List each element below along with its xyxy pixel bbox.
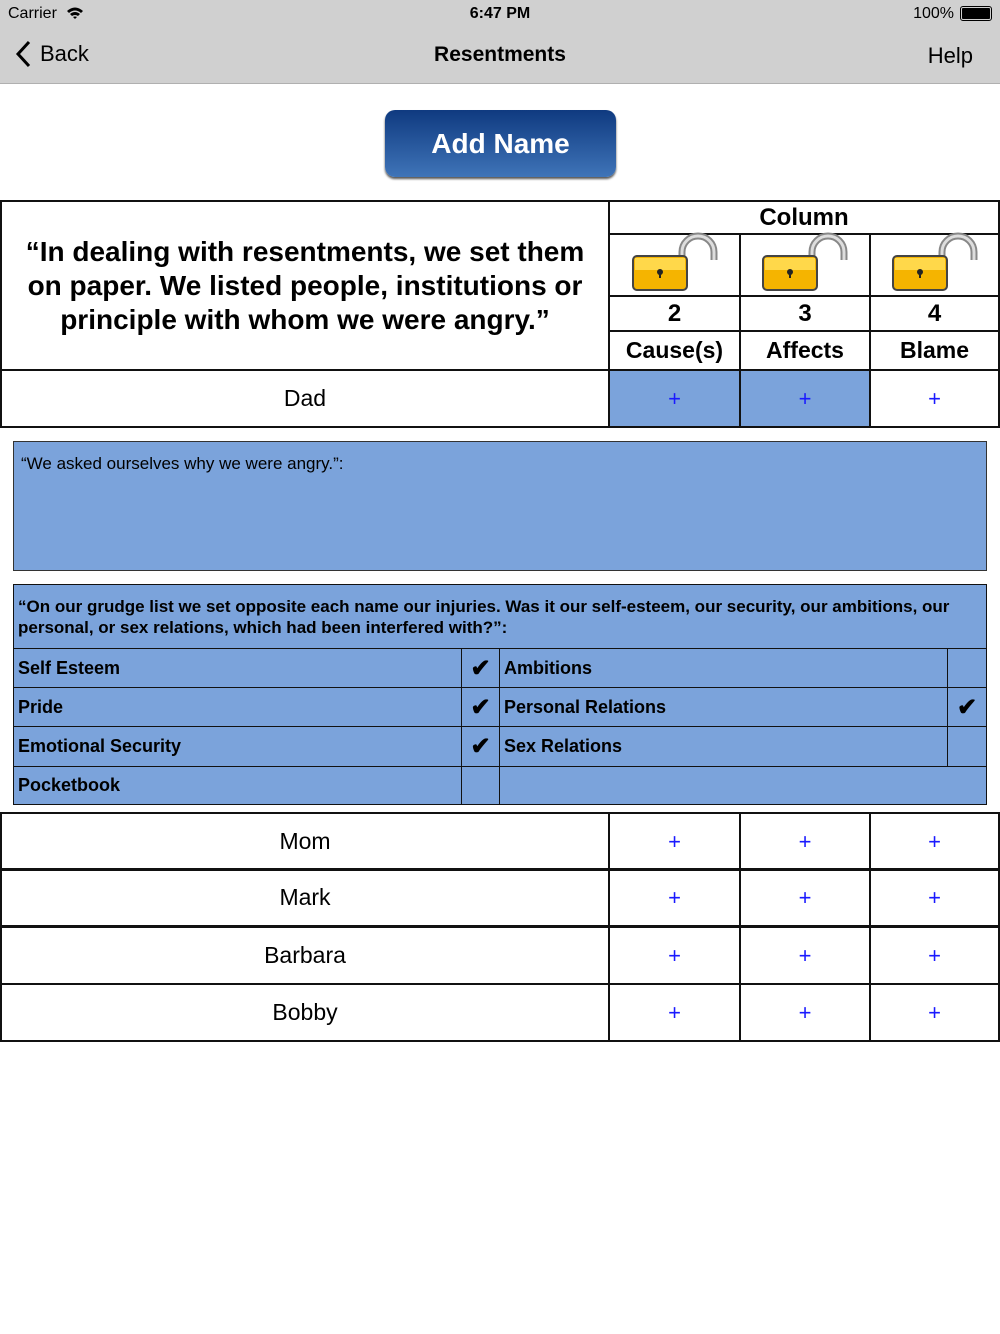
grudge-item: Pride <box>13 687 462 727</box>
column-number: 2 <box>608 295 741 332</box>
grudge-item: Emotional Security <box>13 726 462 767</box>
name-row[interactable]: Mark <box>0 868 610 927</box>
column-label: Blame <box>869 330 1000 371</box>
page-title: Resentments <box>434 43 566 66</box>
add-name-button[interactable]: Add Name <box>385 110 616 177</box>
add-entry-button[interactable]: + <box>739 369 871 428</box>
why-angry-field[interactable]: “We asked ourselves why we were angry.”: <box>13 441 987 571</box>
grudge-item: Sex Relations <box>499 726 948 767</box>
grudge-checkbox[interactable] <box>947 726 987 767</box>
grudge-intro: “On our grudge list we set opposite each name our injuries. Was it our self-esteem, our security, our ambitions, our personal, or sex relations, which had been interfered with?”: <box>13 584 987 649</box>
battery-percent: 100% <box>913 5 954 22</box>
add-entry-button[interactable]: + <box>739 868 871 927</box>
add-entry-button[interactable]: + <box>608 926 741 985</box>
status-bar <box>0 0 1000 28</box>
grudge-empty-cell <box>499 766 987 805</box>
add-entry-button[interactable]: + <box>869 868 1000 927</box>
name-row[interactable]: Barbara <box>0 926 610 985</box>
back-label: Back <box>40 41 89 66</box>
unlocked-padlock-icon <box>630 232 720 299</box>
add-entry-button[interactable]: + <box>869 812 1000 871</box>
add-entry-button[interactable]: + <box>608 983 741 1042</box>
grudge-checkbox[interactable]: ✔ <box>461 687 500 727</box>
lock-button-2[interactable] <box>869 233 1000 297</box>
clock: 6:47 PM <box>469 5 531 22</box>
add-entry-button[interactable]: + <box>608 868 741 927</box>
name-row[interactable]: Mom <box>0 812 610 871</box>
battery-icon <box>960 6 992 21</box>
nav-bar <box>0 28 1000 84</box>
add-entry-button[interactable]: + <box>739 812 871 871</box>
name-row[interactable]: Bobby <box>0 983 610 1042</box>
add-entry-button[interactable]: + <box>608 812 741 871</box>
carrier: Carrier <box>8 5 57 22</box>
unlocked-padlock-icon <box>760 232 850 299</box>
unlocked-padlock-icon <box>890 232 980 299</box>
column-label: Affects <box>739 330 871 371</box>
add-entry-button[interactable]: + <box>739 983 871 1042</box>
add-entry-button[interactable]: + <box>869 369 1000 428</box>
help-button[interactable]: Help <box>927 43 973 68</box>
add-entry-button[interactable]: + <box>739 926 871 985</box>
grudge-checkbox[interactable]: ✔ <box>461 648 500 688</box>
lock-button-0[interactable] <box>608 233 741 297</box>
add-entry-button[interactable]: + <box>869 983 1000 1042</box>
grudge-checkbox[interactable] <box>461 766 500 805</box>
grudge-item: Self Esteem <box>13 648 462 688</box>
grudge-checkbox[interactable]: ✔ <box>461 726 500 767</box>
lock-button-1[interactable] <box>739 233 871 297</box>
column-header: Column <box>608 200 1000 235</box>
quote: “In dealing with resentments, we set them on paper. We listed people, institutions or principle with whom we were angry.” <box>0 200 610 371</box>
column-number: 3 <box>739 295 871 332</box>
grudge-item: Personal Relations <box>499 687 948 727</box>
grudge-checkbox[interactable] <box>947 648 987 688</box>
name-row-dad[interactable]: Dad <box>0 369 610 428</box>
grudge-checkbox[interactable]: ✔ <box>947 687 987 727</box>
grudge-item: Pocketbook <box>13 766 462 805</box>
add-entry-button[interactable]: + <box>608 369 741 428</box>
column-number: 4 <box>869 295 1000 332</box>
grudge-item: Ambitions <box>499 648 948 688</box>
column-label: Cause(s) <box>608 330 741 371</box>
add-entry-button[interactable]: + <box>869 926 1000 985</box>
